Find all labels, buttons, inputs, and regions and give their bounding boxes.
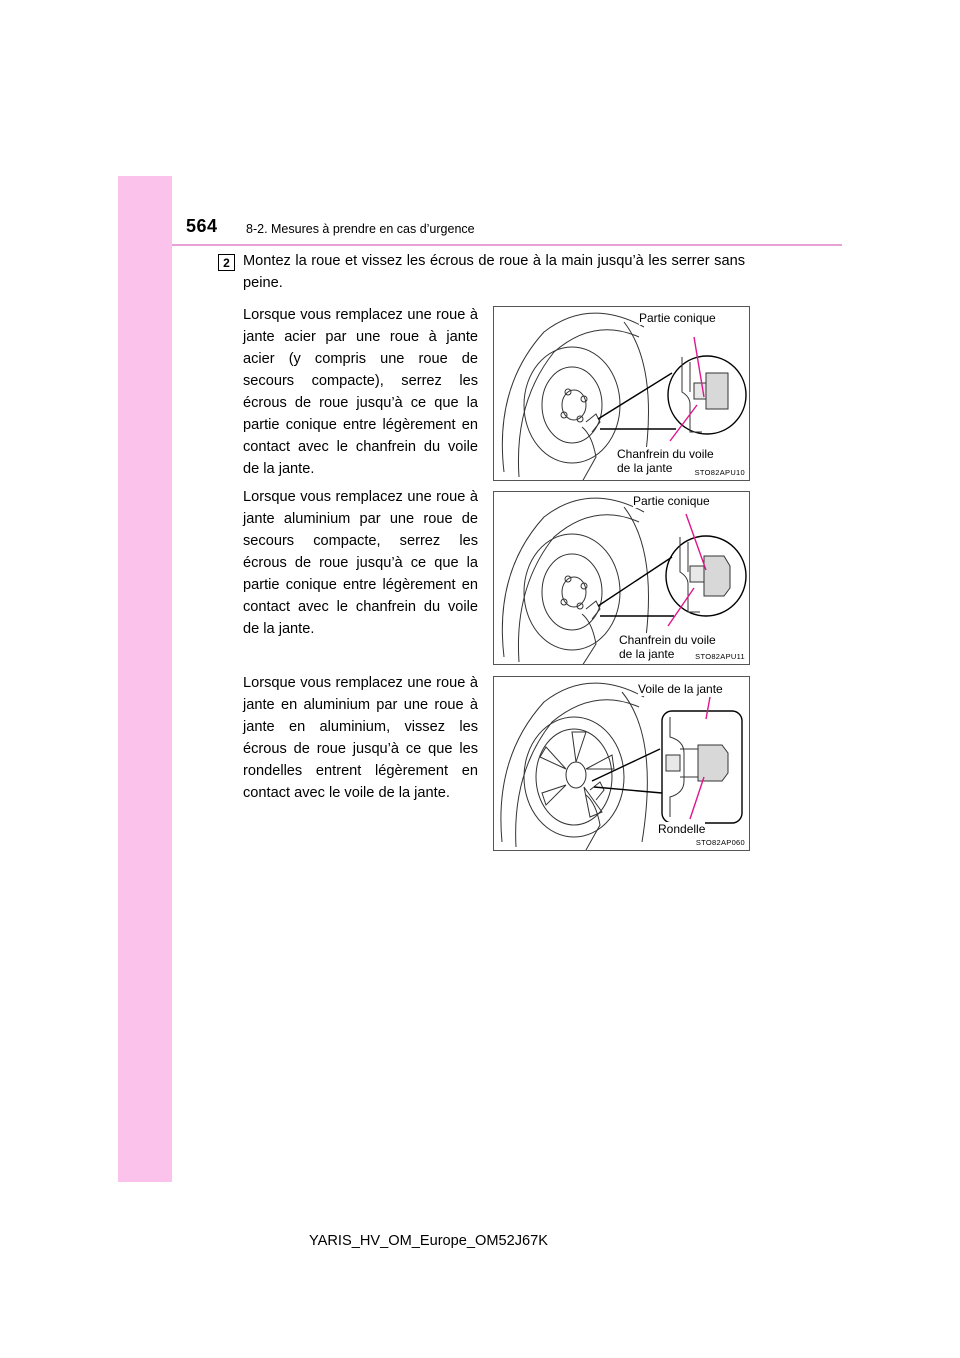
case-3-text: Lorsque vous remplacez une roue à jante en aluminium par une roue à jante en aluminium, vissez les écrous de roue jusqu’à ce que les rondelles entrent légèrement en contact avec le voile de la jante. xyxy=(243,675,478,801)
header-divider xyxy=(172,244,842,246)
label-rim-chamfer-line1: Chanfrein du voile xyxy=(619,633,716,647)
document-code: YARIS_HV_OM_Europe_OM52J67K xyxy=(309,1233,549,1249)
case-2-text: Lorsque vous remplacez une roue à jante aluminium par une roue de secours compacte, serrez les écrous de roue jusqu’à ce que la partie conique entre légèrement en contact avec le chanfrein du voile de la jante. xyxy=(243,489,478,637)
label-washer: Rondelle xyxy=(658,822,706,836)
figure-code: STO82APU10 xyxy=(694,468,745,477)
case-1-text: Lorsque vous remplacez une roue à jante acier par une roue à jante acier (y compris une roue de secours compacte), serrez les écrous de roue jusqu’à ce que la partie conique entre légèrement en contact avec le chanfrein du voile de la jante. xyxy=(243,307,478,477)
figure-code: STO82APU11 xyxy=(695,652,745,661)
figure-steel-wheel-nut xyxy=(493,306,750,481)
step-number-badge: 2 xyxy=(218,254,235,271)
chapter-sidebar-tab xyxy=(118,176,172,1182)
figure-compact-spare-nut xyxy=(493,491,750,665)
label-tapered-part: Partie conique xyxy=(639,311,716,325)
figure-code: STO82AP060 xyxy=(695,838,745,847)
wheel-illustration-3 xyxy=(494,677,750,851)
section-title: 8-2. Mesures à prendre en cas d’urgence xyxy=(246,222,475,236)
page-number: 564 xyxy=(186,216,218,236)
figure-aluminum-wheel-nut xyxy=(493,676,750,851)
label-rim-chamfer-line2: de la jante xyxy=(617,461,673,475)
label-wheel-disc: Voile de la jante xyxy=(638,682,723,696)
label-rim-chamfer-line1: Chanfrein du voile xyxy=(617,447,714,461)
label-rim-chamfer-line2: de la jante xyxy=(619,647,675,661)
label-tapered-part: Partie conique xyxy=(633,494,710,508)
step-instruction: Montez la roue et vissez les écrous de roue à la main jusqu’à les serrer sans peine. xyxy=(243,253,745,291)
